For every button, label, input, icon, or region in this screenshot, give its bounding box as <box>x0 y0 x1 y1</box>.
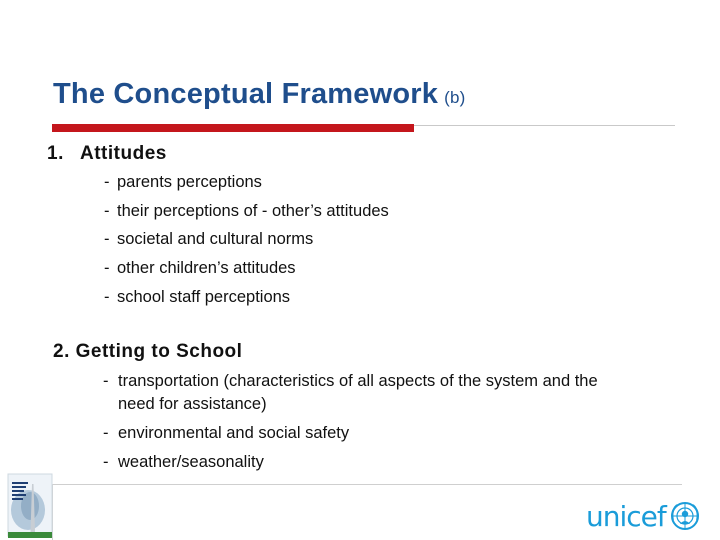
list-item-text: weather/seasonality <box>118 453 264 471</box>
list-item-text: transportation (characteristics of all aspects of the system and the need for assistance) <box>118 372 598 413</box>
dash-bullet: - <box>104 201 110 220</box>
dash-bullet: - <box>103 372 109 390</box>
section-1-heading <box>47 143 167 165</box>
section-2-list <box>103 370 633 480</box>
dash-bullet: - <box>104 259 110 278</box>
slide-title-suffix: (b) <box>444 88 466 107</box>
dash-bullet: - <box>103 424 109 442</box>
list-item <box>104 170 389 199</box>
dash-bullet: - <box>104 173 110 191</box>
section-1-title: Attitudes <box>80 143 167 164</box>
list-item <box>103 422 633 445</box>
list-item-text: their perceptions of - other’s attitudes <box>117 201 389 220</box>
slide-title-text: The Conceptual Framework <box>53 78 439 110</box>
list-item <box>103 451 633 474</box>
list-item-text: societal and cultural norms <box>117 230 314 249</box>
title-accent-bar <box>52 124 414 132</box>
section-2-heading: 2. Getting to School <box>53 341 243 362</box>
dash-bullet: - <box>104 287 110 306</box>
section-1-number: 1. <box>47 143 64 164</box>
unicef-logo <box>586 499 701 533</box>
list-item <box>104 199 389 228</box>
list-item <box>104 256 389 285</box>
list-item-text: parents perceptions <box>117 173 262 191</box>
dash-bullet: - <box>103 453 109 471</box>
list-item <box>104 227 389 256</box>
list-item <box>103 370 633 416</box>
list-item-text: other children’s attitudes <box>117 259 296 278</box>
washington-group-logo-icon <box>6 472 54 540</box>
footer-divider <box>52 484 682 485</box>
list-item-text: school staff perceptions <box>117 287 291 306</box>
dash-bullet: - <box>104 230 110 249</box>
list-item-text: environmental and social safety <box>118 424 350 442</box>
unicef-emblem-icon <box>669 500 701 532</box>
unicef-wordmark: unicef <box>586 499 666 533</box>
list-item <box>104 285 389 314</box>
slide-title <box>53 78 466 111</box>
section-1-list <box>104 170 389 313</box>
